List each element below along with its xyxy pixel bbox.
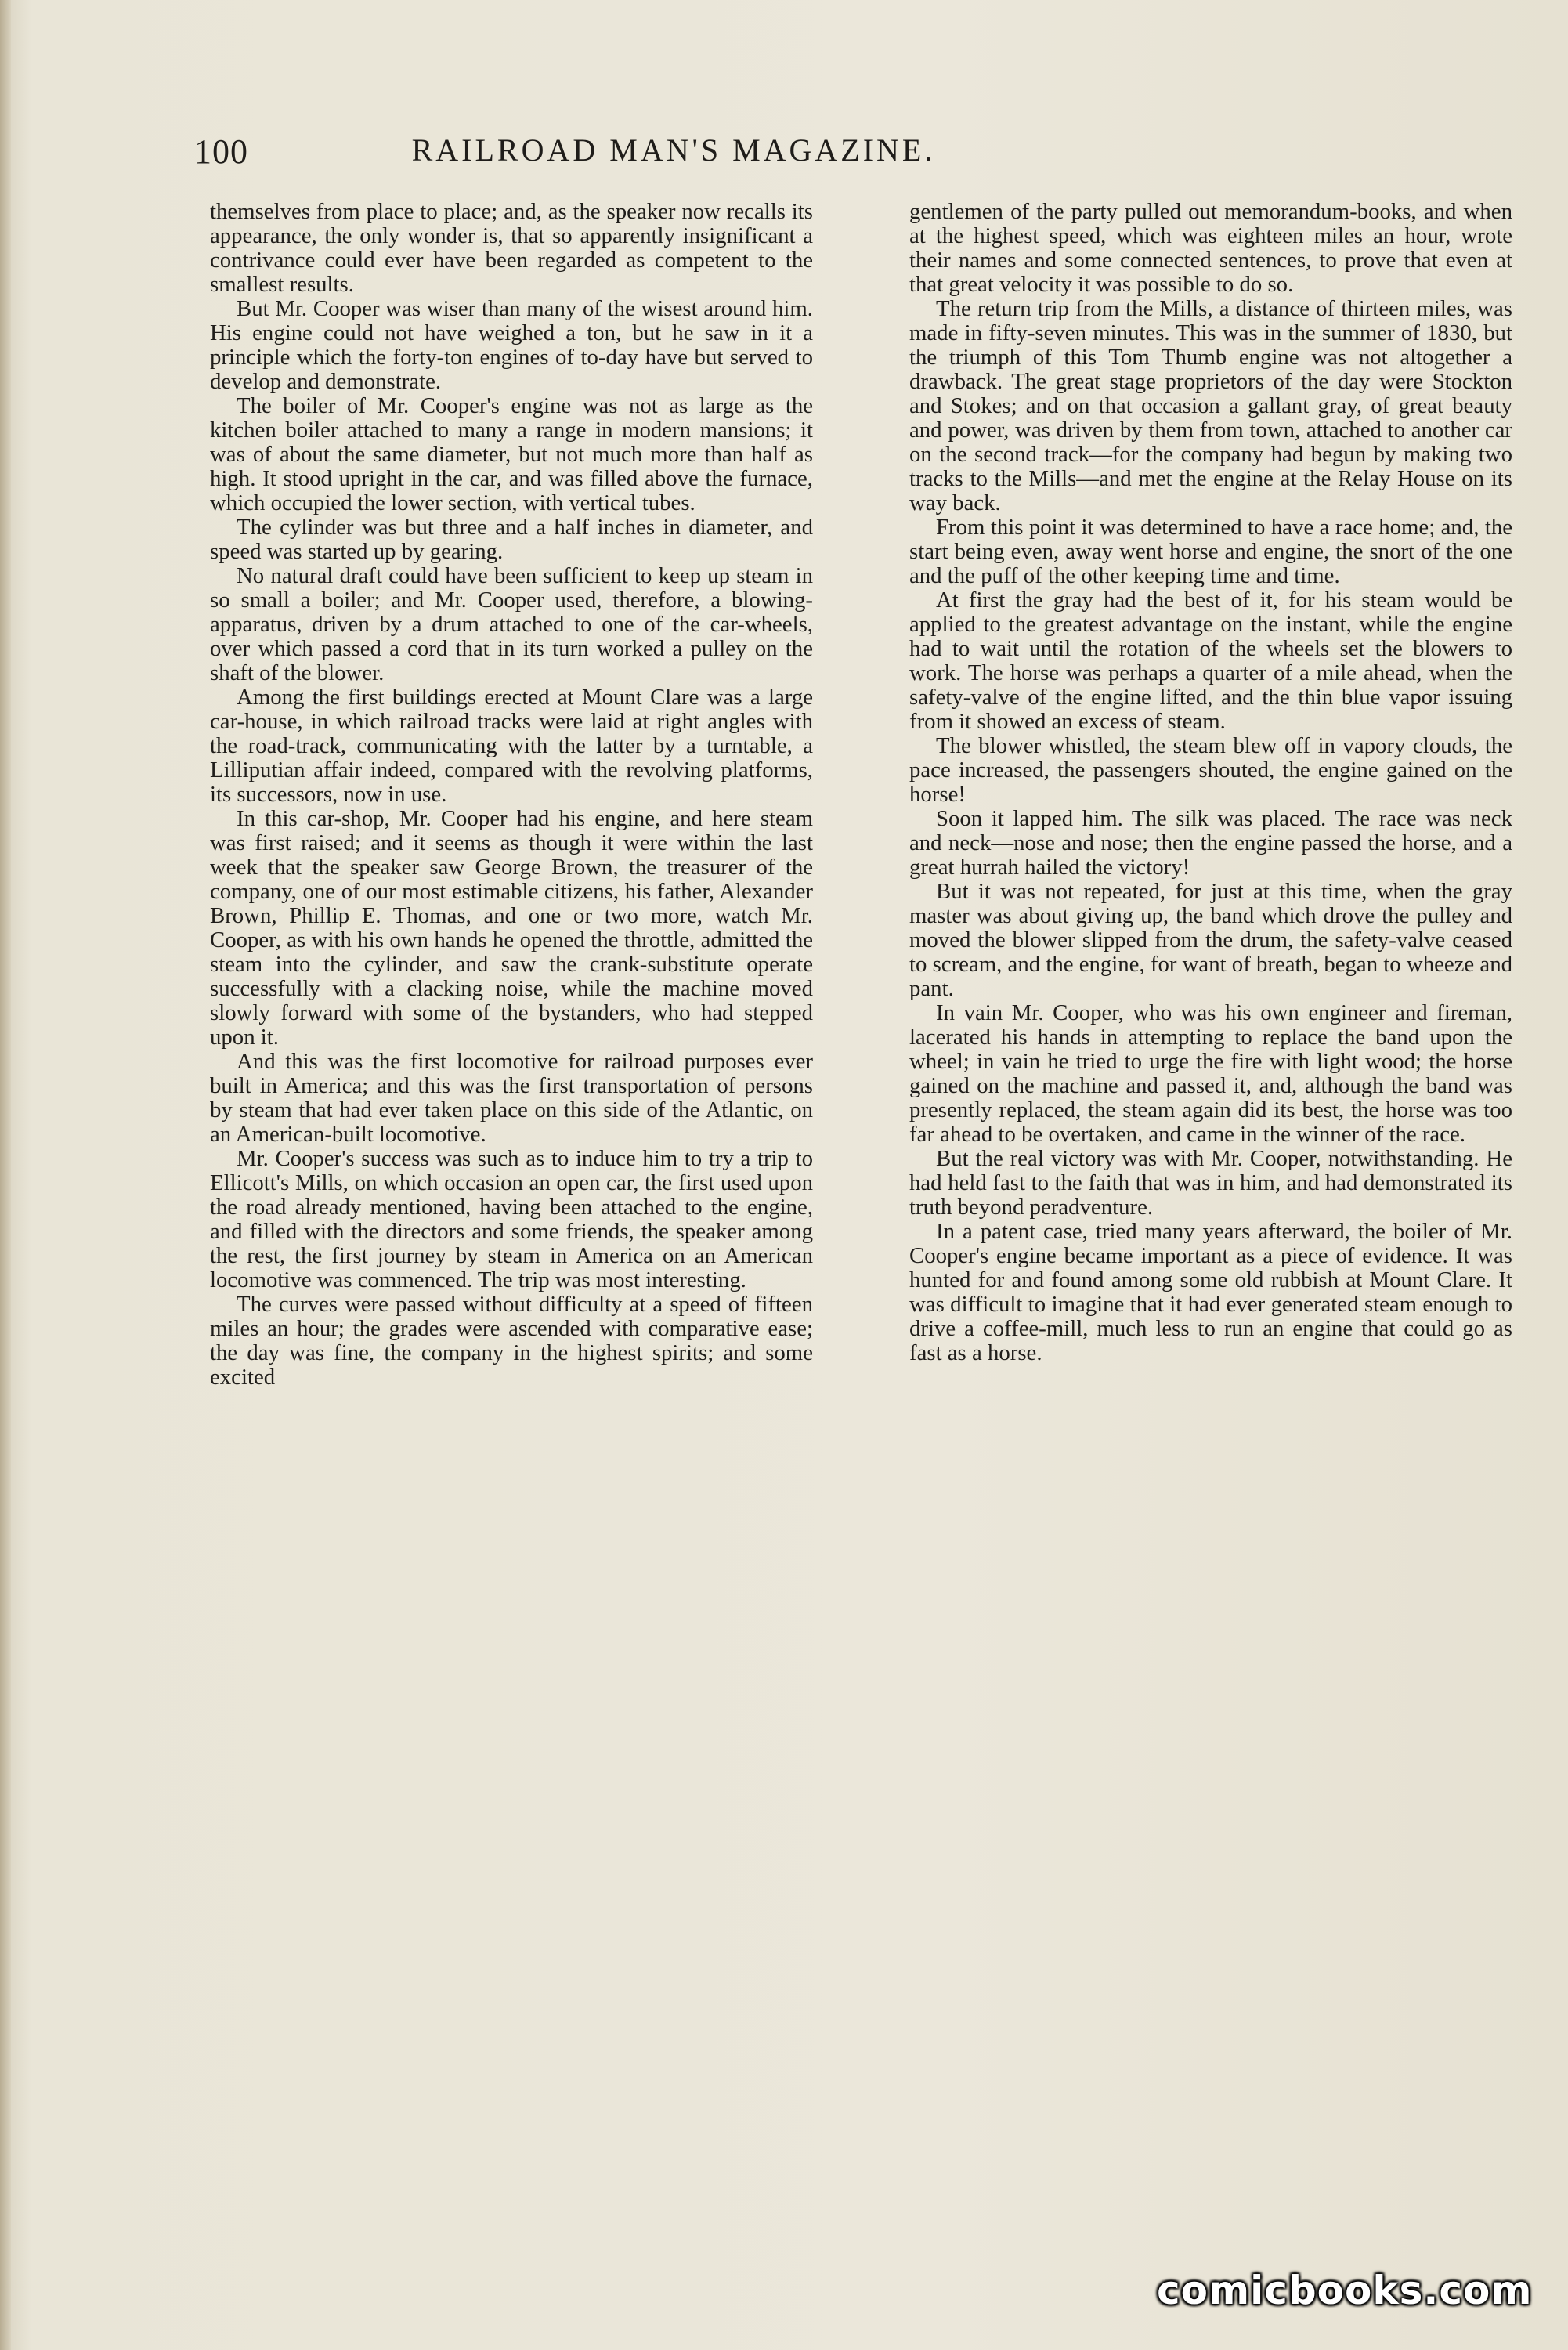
paragraph: No natural draft could have been sufficient to keep up steam in so small a boiler; and Mr. Cooper used, therefore, a blowing-apparatus, driven by a drum attached to one of the car-wheels, over which passed a cord that in its turn worked a pulley on the shaft of the blower. [210,563,813,685]
binding-edge [0,0,11,2350]
running-title: RAILROAD MAN'S MAGAZINE. [411,132,936,168]
left-column [210,200,813,1390]
paragraph: Soon it lapped him. The silk was placed. The race was neck and neck—nose and nose; then the engine passed the horse, and a great hurrah hailed the victory! [909,806,1512,880]
paragraph: But the real victory was with Mr. Cooper, notwithstanding. He had held fast to the faith that was in him, and had demonstrated its truth beyond peradventure. [909,1146,1512,1220]
paragraph: gentlemen of the party pulled out memorandum-books, and when at the highest speed, which was eighteen miles an hour, wrote their names and some connected sentences, to prove that even at that great velocity it was possible to do so. [909,199,1512,297]
paragraph: But it was not repeated, for just at this time, when the gray master was about giving up, the band which drove the pulley and moved the blower slipped from the drum, the safety-valve ceased to scream, and the engine, for want of breath, began to wheeze and pant. [909,879,1512,1001]
paragraph: themselves from place to place; and, as the speaker now recalls its appearance, the only wonder is, that so apparently insignificant a contrivance could ever have been regarded as competent to the smallest results. [210,199,813,297]
paragraph: From this point it was determined to have a race home; and, the start being even, away went horse and engine, the snort of the one and the puff of the other keeping time and time. [909,515,1512,588]
paragraph: And this was the first locomotive for railroad purposes ever built in America; and this was the first transportation of persons by steam that had ever taken place on this side of the Atlantic, on an American-built locomotive. [210,1049,813,1147]
paragraph: The curves were passed without difficulty at a speed of fifteen miles an hour; the grades were ascended with comparative ease; the day was fine, the company in the highest spirits; and some excited [210,1292,813,1390]
paragraph: The return trip from the Mills, a distance of thirteen miles, was made in fifty-seven minutes. This was in the summer of 1830, but the triumph of this Tom Thumb engine was not altogether a drawback. The great stage proprietors of the day were Stockton and Stokes; and on that occasion a gallant gray, of great beauty and power, was driven by them from town, attached to another car on the second track—for the company had begun by making two tracks to the Mills—and met the engine at the Relay House on its way back. [909,296,1512,515]
paragraph: Mr. Cooper's success was such as to induce him to try a trip to Ellicott's Mills, on which occasion an open car, the first used upon the road already mentioned, having been attached to the engine, and filled with the directors and some friends, the speaker among the rest, the first journey by steam in America on an American locomotive was commenced. The trip was most interesting. [210,1146,813,1292]
right-column [909,200,1512,1365]
paragraph: The boiler of Mr. Cooper's engine was not as large as the kitchen boiler attached to many a range in modern mansions; it was of about the same diameter, but not much more than half as high. It stood upright in the car, and was filled above the furnace, which occupied the lower section, with vertical tubes. [210,393,813,515]
page-header [194,132,1153,179]
paragraph: But Mr. Cooper was wiser than many of the wisest around him. His engine could not have weighed a ton, but he saw in it a principle which the forty-ton engines of to-day have but served to develop and demonstrate. [210,296,813,394]
paragraph: In this car-shop, Mr. Cooper had his engine, and here steam was first raised; and it seems as though it were within the last week that the speaker saw George Brown, the treasurer of the company, one of our most estimable citizens, his father, Alexander Brown, Phillip E. Thomas, and one or two more, watch Mr. Cooper, as with his own hands he opened the throttle, admitted the steam into the cylinder, and saw the crank-substitute operate successfully with a clacking noise, while the machine moved slowly forward with some of the bystanders, who had stepped upon it. [210,806,813,1050]
paragraph: In vain Mr. Cooper, who was his own engineer and fireman, lacerated his hands in attempting to replace the band upon the wheel; in vain he tried to urge the fire with light wood; the horse gained on the machine and passed it, and, although the band was presently replaced, the steam again did its best, the horse was too far ahead to be overtaken, and came in the winner of the race. [909,1000,1512,1147]
paragraph: Among the first buildings erected at Mount Clare was a large car-house, in which railroad tracks were laid at right angles with the road-track, communicating with the latter by a turntable, a Lilliputian affair indeed, compared with the revolving platforms, its successors, now in use. [210,685,813,807]
page-number: 100 [194,132,248,171]
watermark-logo: comicbooks.com [1157,2268,1533,2313]
paragraph: The cylinder was but three and a half inches in diameter, and speed was started up by gearing. [210,515,813,564]
paragraph: At first the gray had the best of it, for his steam would be applied to the greatest advantage on the instant, while the engine had to wait until the rotation of the wheels set the blowers to work. The horse was perhaps a quarter of a mile ahead, when the safety-valve of the engine lifted, and the thin blue vapor issuing from it showed an excess of steam. [909,588,1512,734]
paragraph: The blower whistled, the steam blew off in vapory clouds, the pace increased, the passengers shouted, the engine gained on the horse! [909,733,1512,807]
paragraph: In a patent case, tried many years afterward, the boiler of Mr. Cooper's engine became important as a piece of evidence. It was hunted for and found among some old rubbish at Mount Clare. It was difficult to imagine that it had ever generated steam enough to drive a coffee-mill, much less to run an engine that could go as fast as a horse. [909,1219,1512,1365]
